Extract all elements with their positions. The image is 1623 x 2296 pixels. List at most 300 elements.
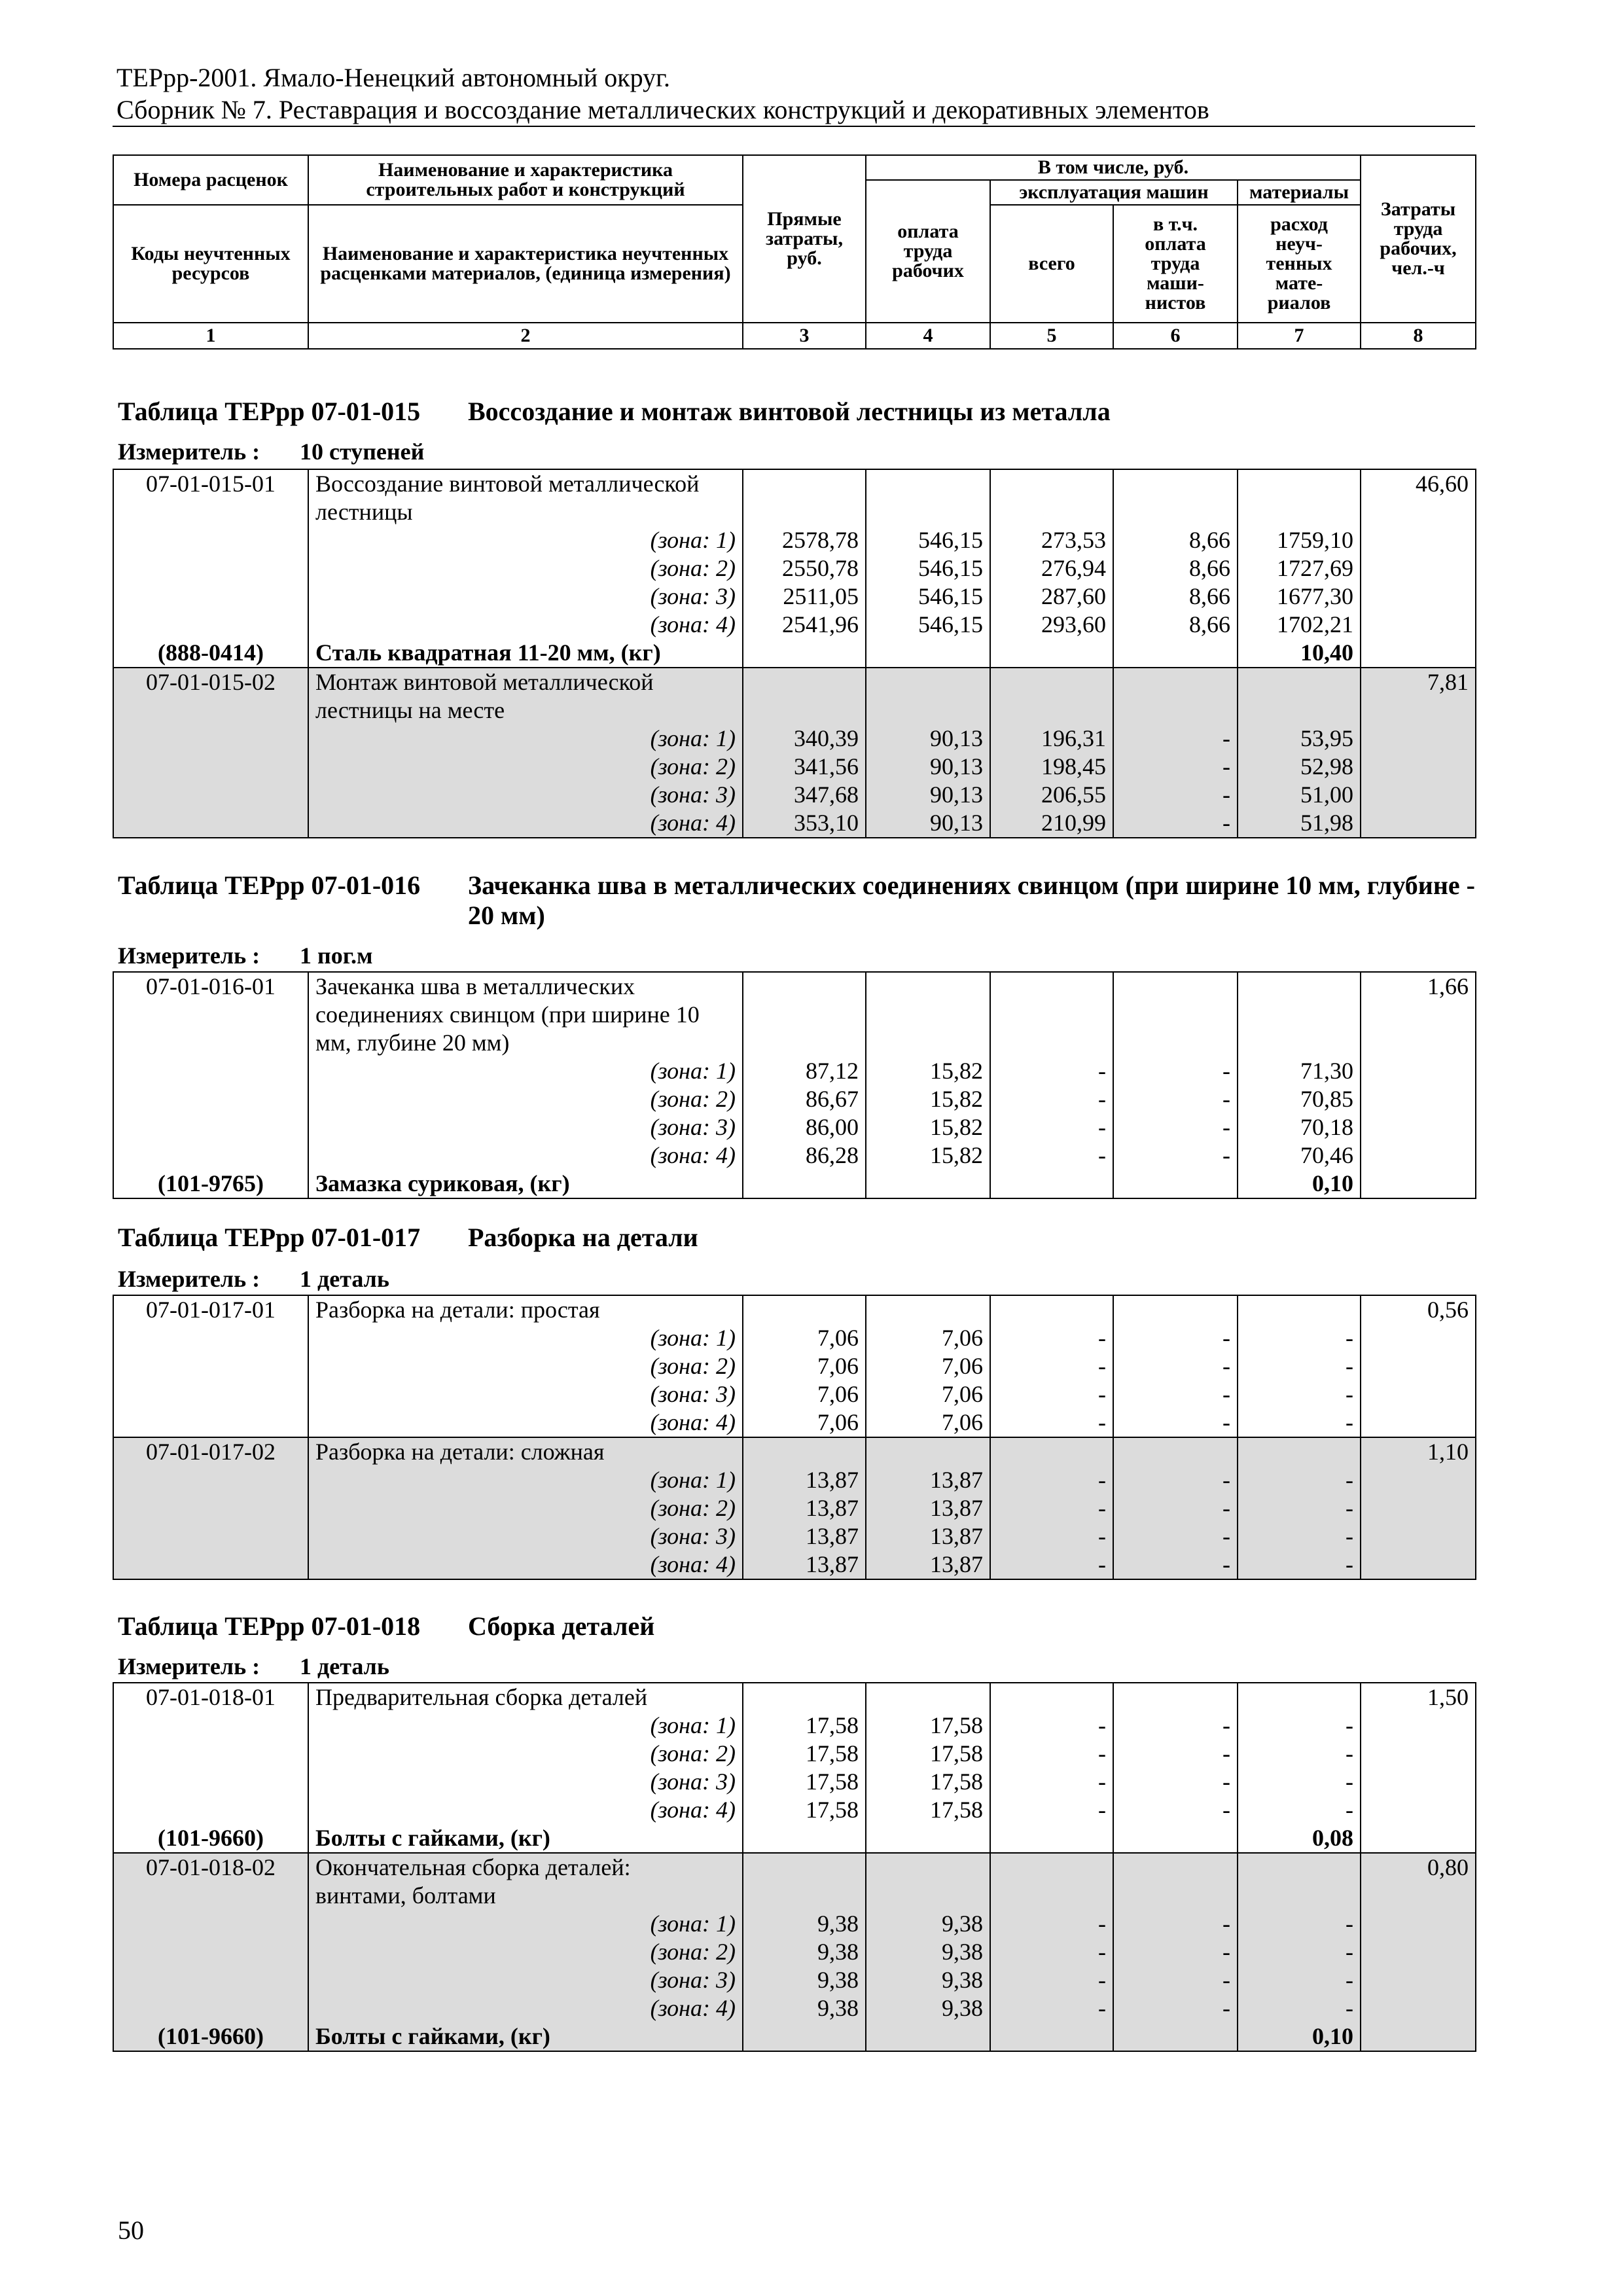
zone-value: - — [1222, 781, 1230, 808]
spacer — [120, 1796, 301, 1824]
rate-description: Разборка на детали: простая — [315, 1297, 600, 1323]
measure-value: 1 деталь — [300, 1266, 389, 1292]
zone-value: - — [1346, 1740, 1353, 1767]
zone-value: - — [1098, 1939, 1106, 1965]
spacer — [120, 725, 301, 753]
labor-cost: 1,66 — [1427, 973, 1469, 999]
value-cell — [866, 1683, 990, 1853]
section-code: Таблица ТЕРрр 07-01-015 — [118, 397, 421, 426]
table-row — [113, 668, 1476, 838]
zone-value: 206,55 — [1041, 781, 1106, 808]
spacer — [120, 1408, 301, 1437]
table-row — [113, 1295, 1476, 1437]
value-cell — [866, 1437, 990, 1579]
section-measure — [118, 1266, 389, 1292]
table-row — [113, 1853, 1476, 2051]
zone-value: - — [1222, 1967, 1230, 1993]
zone-value: 287,60 — [1041, 583, 1106, 609]
document-header-subtitle: Сборник № 7. Реставрация и воссоздание металлических конструкций и декоративных элементов — [116, 95, 1209, 124]
zone-label: (зона: 4) — [650, 611, 736, 637]
value-cell — [1113, 1853, 1238, 2051]
labor-cost: 0,56 — [1427, 1297, 1469, 1323]
spacer — [120, 1910, 301, 1938]
col-machine-total: всего — [990, 205, 1113, 323]
zone-value: 198,45 — [1041, 753, 1106, 780]
zone-label: (зона: 2) — [650, 1939, 736, 1965]
zone-value: 8,66 — [1189, 555, 1230, 581]
labor-cost-cell — [1361, 1295, 1476, 1437]
measure-label: Измеритель : — [118, 439, 260, 465]
spacer — [1120, 668, 1230, 725]
spacer — [1245, 1683, 1353, 1712]
spacer — [120, 1141, 301, 1170]
zone-value: 546,15 — [918, 555, 983, 581]
zone-value: 13,87 — [806, 1467, 859, 1493]
table-row — [113, 469, 1476, 668]
spacer — [750, 2022, 859, 2051]
spacer — [750, 470, 859, 526]
page-number: 50 — [118, 2215, 144, 2245]
zone-value: - — [1222, 1910, 1230, 1937]
section-name: Воссоздание и монтаж винтовой лестницы из металла — [468, 397, 1111, 426]
zone-value: - — [1098, 1114, 1106, 1140]
col-number: 8 — [1361, 323, 1476, 349]
zone-value: 13,87 — [930, 1495, 983, 1521]
zone-value: - — [1098, 1740, 1106, 1767]
zone-value: 13,87 — [806, 1551, 859, 1577]
zone-value: 17,58 — [930, 1712, 983, 1738]
col-materials-unaccounted: расход неуч-тенных мате-риалов — [1238, 205, 1361, 323]
zone-value: 13,87 — [930, 1523, 983, 1549]
zone-value: 2578,78 — [782, 527, 859, 553]
zone-label: (зона: 3) — [650, 1114, 736, 1140]
value-cell — [1113, 1437, 1238, 1579]
rate-code: 07-01-016-01 — [146, 973, 276, 999]
zone-value: 273,53 — [1041, 527, 1106, 553]
zone-label: (зона: 1) — [650, 1467, 736, 1493]
rate-description: Монтаж винтовой металлической — [315, 669, 654, 695]
section-table — [113, 971, 1476, 1199]
zone-value: 70,18 — [1300, 1114, 1353, 1140]
zone-value: 13,87 — [930, 1551, 983, 1577]
zone-label: (зона: 3) — [650, 781, 736, 808]
spacer — [120, 1522, 301, 1551]
zone-value: - — [1346, 1551, 1353, 1577]
spacer — [120, 1882, 301, 1910]
zone-value: 9,38 — [942, 1939, 983, 1965]
zone-value: - — [1346, 1495, 1353, 1521]
spacer — [120, 696, 301, 725]
col-number: 2 — [308, 323, 743, 349]
spacer — [120, 1938, 301, 1966]
zone-value: 2541,96 — [782, 611, 859, 637]
zone-value: 90,13 — [930, 753, 983, 780]
spacer — [750, 973, 859, 1057]
section-table — [113, 1682, 1476, 2052]
section-measure — [118, 1653, 389, 1679]
zone-value: 9,38 — [817, 1910, 859, 1937]
spacer — [750, 1854, 859, 1910]
zone-value: - — [1098, 1353, 1106, 1379]
zone-value: - — [1222, 1797, 1230, 1823]
resource-code: (101-9765) — [158, 1170, 264, 1196]
zone-label: (зона: 3) — [650, 1768, 736, 1795]
value-cell — [1238, 668, 1361, 838]
spacer — [120, 611, 301, 639]
zone-value: 15,82 — [930, 1142, 983, 1168]
zone-value: 341,56 — [794, 753, 859, 780]
zone-value: 196,31 — [1041, 725, 1106, 751]
zone-value: 276,94 — [1041, 555, 1106, 581]
zone-value: 86,67 — [806, 1086, 859, 1112]
resource-code: (888-0414) — [158, 639, 264, 666]
rate-code: 07-01-015-01 — [146, 471, 276, 497]
zone-value: 1677,30 — [1277, 583, 1353, 609]
zone-value: - — [1222, 1995, 1230, 2021]
zone-label: (зона: 1) — [650, 1910, 736, 1937]
col-materials: материалы — [1238, 180, 1361, 205]
rate-description: лестницы — [315, 499, 413, 525]
zone-value: 210,99 — [1041, 810, 1106, 836]
zone-value: - — [1222, 1467, 1230, 1493]
spacer — [1245, 470, 1353, 526]
zone-label: (зона: 4) — [650, 1551, 736, 1577]
zone-value: 13,87 — [930, 1467, 983, 1493]
zone-value: 546,15 — [918, 611, 983, 637]
zone-label: (зона: 2) — [650, 1740, 736, 1767]
value-cell — [743, 972, 866, 1198]
labor-cost: 7,81 — [1427, 669, 1469, 695]
section-title — [118, 1223, 698, 1253]
zone-value: - — [1098, 1551, 1106, 1577]
zone-label: (зона: 4) — [650, 1142, 736, 1168]
zone-value: 86,28 — [806, 1142, 859, 1168]
zone-value: - — [1222, 1114, 1230, 1140]
spacer — [1120, 639, 1230, 667]
labor-cost-cell — [1361, 668, 1476, 838]
zone-value: 9,38 — [942, 1995, 983, 2021]
zone-value: - — [1346, 1768, 1353, 1795]
labor-cost-cell — [1361, 1683, 1476, 1853]
value-cell — [743, 1853, 866, 2051]
zone-value: 87,12 — [806, 1058, 859, 1084]
zone-label: (зона: 4) — [650, 810, 736, 836]
spacer — [1245, 1438, 1353, 1466]
section-measure — [118, 942, 373, 969]
zone-value: - — [1222, 1495, 1230, 1521]
zone-value: - — [1222, 1086, 1230, 1112]
zone-value: 90,13 — [930, 810, 983, 836]
zone-label: (зона: 2) — [650, 1353, 736, 1379]
zone-value: 8,66 — [1189, 527, 1230, 553]
zone-value: 86,00 — [806, 1114, 859, 1140]
rate-code: 07-01-017-02 — [146, 1439, 276, 1465]
rate-code: 07-01-018-02 — [146, 1854, 276, 1880]
value-cell — [1238, 1683, 1361, 1853]
spacer — [873, 1854, 983, 1910]
section-code: Таблица ТЕРрр 07-01-016 — [118, 870, 421, 900]
value-cell — [866, 1295, 990, 1437]
value-cell — [866, 668, 990, 838]
spacer — [997, 1438, 1106, 1466]
zone-value: - — [1098, 1058, 1106, 1084]
zone-value: 293,60 — [1041, 611, 1106, 637]
zone-value: 15,82 — [930, 1086, 983, 1112]
spacer — [750, 668, 859, 725]
value-cell — [743, 1683, 866, 1853]
spacer — [997, 1296, 1106, 1324]
zone-value: - — [1222, 1551, 1230, 1577]
zone-value: 51,00 — [1300, 781, 1353, 808]
zone-value: - — [1346, 1353, 1353, 1379]
zone-value: - — [1098, 1712, 1106, 1738]
zone-value: 340,39 — [794, 725, 859, 751]
spacer — [120, 1001, 301, 1029]
rate-code-cell — [113, 1683, 308, 1853]
description-cell — [308, 668, 743, 838]
labor-cost: 1,50 — [1427, 1684, 1469, 1710]
zone-label: (зона: 3) — [650, 1967, 736, 1993]
zone-value: 17,58 — [806, 1768, 859, 1795]
rate-code: 07-01-015-02 — [146, 669, 276, 695]
section-title — [118, 397, 1111, 427]
resource-code: (101-9660) — [158, 2023, 264, 2049]
resource-quantity: 10,40 — [1300, 639, 1353, 666]
spacer — [750, 1438, 859, 1466]
measure-value: 1 пог.м — [300, 942, 373, 969]
zone-value: - — [1098, 1523, 1106, 1549]
zone-value: 17,58 — [806, 1740, 859, 1767]
value-cell — [1113, 668, 1238, 838]
zone-value: - — [1346, 1797, 1353, 1823]
spacer — [120, 1768, 301, 1796]
value-cell — [1113, 972, 1238, 1198]
zone-value: 9,38 — [817, 1995, 859, 2021]
value-cell — [743, 668, 866, 838]
zone-value: 353,10 — [794, 810, 859, 836]
description-cell — [308, 1295, 743, 1437]
spacer — [873, 639, 983, 667]
col-labor-pay: оплата труда рабочих — [866, 180, 990, 323]
rate-code-cell — [113, 1295, 308, 1437]
spacer — [997, 1854, 1106, 1910]
spacer — [120, 1380, 301, 1408]
spacer — [1120, 1683, 1230, 1712]
zone-value: - — [1222, 1409, 1230, 1435]
value-cell — [1238, 972, 1361, 1198]
spacer — [997, 2022, 1106, 2051]
zone-value: 15,82 — [930, 1114, 983, 1140]
zone-value: - — [1222, 810, 1230, 836]
spacer — [750, 1170, 859, 1198]
column-header-table — [113, 154, 1476, 350]
zone-label: (зона: 4) — [650, 1409, 736, 1435]
zone-value: 7,06 — [942, 1381, 983, 1407]
spacer — [997, 973, 1106, 1057]
zone-label: (зона: 2) — [650, 753, 736, 780]
value-cell — [1113, 469, 1238, 668]
value-cell — [990, 1853, 1113, 2051]
rate-description: Воссоздание винтовой металлической — [315, 471, 700, 497]
value-cell — [743, 1437, 866, 1579]
labor-cost-cell — [1361, 469, 1476, 668]
col-name-materials: Наименование и характеристика неучтенных расценками материалов, (единица измерения) — [308, 205, 743, 323]
zone-value: - — [1098, 1495, 1106, 1521]
resource-quantity: 0,10 — [1312, 2023, 1353, 2049]
description-cell — [308, 972, 743, 1198]
spacer — [873, 1683, 983, 1712]
zone-value: 7,06 — [817, 1353, 859, 1379]
spacer — [1120, 1438, 1230, 1466]
labor-cost: 46,60 — [1416, 471, 1469, 497]
zone-value: 8,66 — [1189, 583, 1230, 609]
spacer — [1120, 1824, 1230, 1852]
section-measure — [118, 439, 424, 465]
resource-name: Болты с гайками, (кг) — [315, 2023, 550, 2049]
section-code: Таблица ТЕРрр 07-01-018 — [118, 1611, 421, 1641]
rate-description: винтами, болтами — [315, 1882, 496, 1909]
resource-code: (101-9660) — [158, 1825, 264, 1851]
zone-label: (зона: 2) — [650, 1495, 736, 1521]
zone-value: 9,38 — [817, 1939, 859, 1965]
rate-code-cell — [113, 668, 308, 838]
table-row — [113, 972, 1476, 1198]
rate-description: Зачеканка шва в металлических — [315, 973, 635, 999]
value-cell — [990, 1683, 1113, 1853]
spacer — [120, 1494, 301, 1522]
zone-value: 9,38 — [817, 1967, 859, 1993]
spacer — [873, 1438, 983, 1466]
spacer — [120, 1994, 301, 2022]
rate-description: Окончательная сборка деталей: — [315, 1854, 631, 1880]
zone-value: 9,38 — [942, 1910, 983, 1937]
zone-value: 52,98 — [1300, 753, 1353, 780]
document-header-title: ТЕРрр-2001. Ямало-Ненецкий автономный округ. — [116, 63, 671, 92]
zone-value: - — [1346, 1381, 1353, 1407]
col-machine-labor: в т.ч. оплата труда маши-нистов — [1113, 205, 1238, 323]
zone-value: - — [1098, 1086, 1106, 1112]
zone-value: - — [1222, 753, 1230, 780]
zone-value: 13,87 — [806, 1495, 859, 1521]
zone-value: 7,06 — [942, 1353, 983, 1379]
spacer — [1245, 668, 1353, 725]
zone-value: - — [1346, 1523, 1353, 1549]
col-number: 3 — [743, 323, 866, 349]
spacer — [120, 1352, 301, 1380]
value-cell — [990, 469, 1113, 668]
value-cell — [866, 469, 990, 668]
zone-value: - — [1222, 1939, 1230, 1965]
rate-code: 07-01-017-01 — [146, 1297, 276, 1323]
zone-value: - — [1098, 1142, 1106, 1168]
spacer — [750, 1683, 859, 1712]
spacer — [120, 1057, 301, 1085]
zone-value: 2550,78 — [782, 555, 859, 581]
value-cell — [990, 1295, 1113, 1437]
col-number: 4 — [866, 323, 990, 349]
zone-value: 7,06 — [942, 1409, 983, 1435]
zone-value: 8,66 — [1189, 611, 1230, 637]
spacer — [1120, 470, 1230, 526]
zone-value: - — [1222, 1353, 1230, 1379]
rate-code: 07-01-018-01 — [146, 1684, 276, 1710]
spacer — [750, 1824, 859, 1852]
zone-value: 9,38 — [942, 1967, 983, 1993]
zone-label: (зона: 1) — [650, 1058, 736, 1084]
zone-label: (зона: 3) — [650, 1381, 736, 1407]
col-including: В том числе, руб. — [866, 155, 1361, 180]
col-resource-codes: Коды неучтенных ресурсов — [113, 205, 308, 323]
zone-value: 17,58 — [930, 1740, 983, 1767]
rate-description: соединениях свинцом (при ширине 10 — [315, 1001, 700, 1028]
zone-value: - — [1098, 1467, 1106, 1493]
spacer — [997, 1824, 1106, 1852]
spacer — [120, 1712, 301, 1740]
resource-quantity: 0,08 — [1312, 1825, 1353, 1851]
value-cell — [866, 972, 990, 1198]
value-cell — [1238, 1437, 1361, 1579]
measure-label: Измеритель : — [118, 942, 260, 969]
zone-value: 90,13 — [930, 781, 983, 808]
spacer — [120, 526, 301, 554]
table-row — [113, 1437, 1476, 1579]
labor-cost-cell — [1361, 1437, 1476, 1579]
section-code: Таблица ТЕРрр 07-01-017 — [118, 1223, 421, 1252]
table-row — [113, 1683, 1476, 1853]
measure-value: 10 ступеней — [300, 439, 425, 465]
col-number: 7 — [1238, 323, 1361, 349]
spacer — [997, 1683, 1106, 1712]
zone-value: - — [1346, 1325, 1353, 1351]
zone-label: (зона: 1) — [650, 527, 736, 553]
zone-value: - — [1098, 1325, 1106, 1351]
spacer — [997, 1170, 1106, 1198]
zone-label: (зона: 1) — [650, 1712, 736, 1738]
zone-label: (зона: 3) — [650, 583, 736, 609]
zone-label: (зона: 1) — [650, 1325, 736, 1351]
value-cell — [1238, 1853, 1361, 2051]
zone-value: - — [1346, 1939, 1353, 1965]
zone-value: 17,58 — [930, 1797, 983, 1823]
zone-value: 7,06 — [817, 1409, 859, 1435]
value-cell — [866, 1853, 990, 2051]
spacer — [873, 470, 983, 526]
zone-value: 13,87 — [806, 1523, 859, 1549]
zone-label: (зона: 4) — [650, 1797, 736, 1823]
zone-value: 347,68 — [794, 781, 859, 808]
rate-code-cell — [113, 972, 308, 1198]
zone-value: 90,13 — [930, 725, 983, 751]
zone-value: - — [1222, 1142, 1230, 1168]
measure-label: Измеритель : — [118, 1653, 260, 1679]
col-rate-numbers: Номера расценок — [113, 155, 308, 205]
zone-value: - — [1222, 1325, 1230, 1351]
value-cell — [990, 668, 1113, 838]
spacer — [120, 1324, 301, 1352]
zone-value: - — [1098, 1768, 1106, 1795]
value-cell — [743, 1295, 866, 1437]
section-name: Сборка деталей — [468, 1611, 655, 1641]
spacer — [1245, 1854, 1353, 1910]
zone-label: (зона: 2) — [650, 555, 736, 581]
col-number: 1 — [113, 323, 308, 349]
spacer — [873, 1170, 983, 1198]
description-cell — [308, 1853, 743, 2051]
value-cell — [1238, 469, 1361, 668]
rate-description: лестницы на месте — [315, 697, 505, 723]
rate-description: Разборка на детали: сложная — [315, 1439, 605, 1465]
header-rule — [113, 126, 1475, 127]
